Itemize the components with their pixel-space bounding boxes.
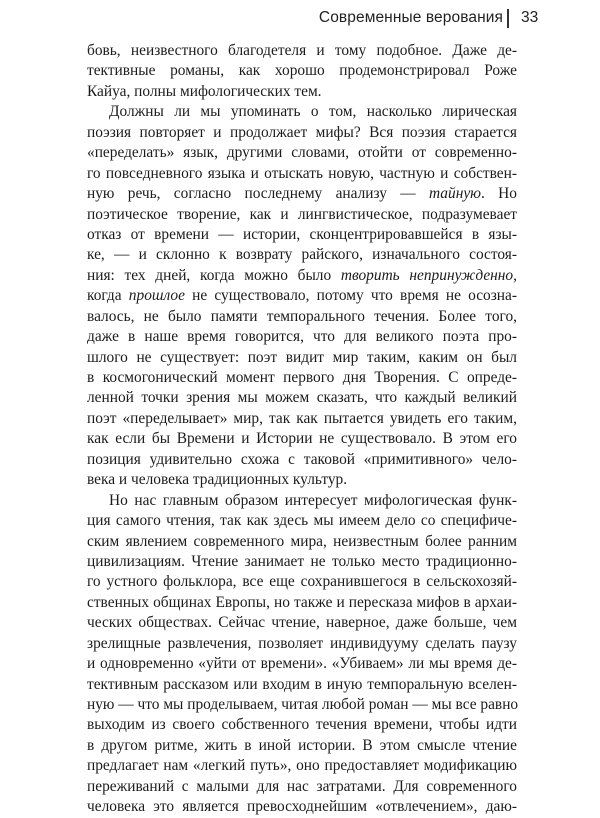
- text-line: когда прошлое не существовало, потому что время не осозна-: [87, 287, 517, 305]
- text-line: поэзия повторяет и продолжает мифы? Вся поэзия старается: [87, 123, 517, 141]
- text-line: ния: тех дней, когда можно было творить непринужденно,: [87, 266, 517, 284]
- header-divider: [507, 9, 509, 28]
- text-line: валось, не было памяти темпорального течения. Более того,: [87, 307, 517, 325]
- running-title: Современные верования: [318, 9, 503, 26]
- text-line: ским явлением современного мира, неизвестным более ранним: [87, 532, 517, 550]
- text-line: Кайуа, полны мифологических тем.: [87, 82, 322, 100]
- text-line: ную — что мы проделываем, читая любой роман — мы все равно: [87, 696, 519, 713]
- text-line: Должны ли мы упоминать о том, насколько лирическая: [109, 103, 517, 121]
- text-line: как если бы Времени и Истории не существовало. В этом его: [87, 430, 517, 448]
- text-line: отказ от времени — истории, сконцентрировавшейся в язы-: [87, 225, 517, 243]
- text-line: тективным рассказом или входим в иную темпоральную вселен-: [87, 675, 517, 693]
- text-line: позиция удивительно схожа с таковой «примитивного» чело-: [87, 450, 517, 468]
- text-line: века и человека традиционных культур.: [87, 471, 348, 489]
- text-line: зрелищные развлечения, позволяет индивидууму сделать паузу: [87, 634, 517, 652]
- page-number: 33: [521, 9, 539, 26]
- text-line: цивилизациям. Чтение занимает не только место традиционно-: [87, 552, 517, 570]
- text-line: даже в наше время говорится, что для великого поэта про-: [87, 328, 517, 346]
- text-line: ческих обществах. Сейчас чтение, наверное, даже больше, чем: [87, 614, 517, 632]
- italic-emphasis: творить непринужденно: [340, 266, 514, 284]
- text-line: в космогонический момент первого дня Творения. С опреде-: [87, 369, 517, 386]
- text-line: го повседневного языка и отыскать новую, частную и собствен-: [87, 164, 517, 182]
- text-line: ция самого чтения, так как здесь мы имеем дело со специфиче-: [87, 512, 517, 530]
- text-line: ственных общинах Европы, но также и пересказа мифов в архаи-: [87, 593, 517, 611]
- text-line: ленной точки зрения мы можем сказать, что каждый великий: [87, 389, 517, 407]
- text-line: Но нас главным образом интересует мифологическая функ-: [109, 491, 517, 509]
- italic-emphasis: прошлое: [128, 287, 185, 305]
- running-header: [0, 8, 600, 34]
- text-line: шлого не существует: поэт видит мир таким, каким он был: [87, 348, 517, 366]
- body-text: [87, 41, 517, 818]
- text-line: предлагает нам «легкий путь», оно предоставляет модификацию: [87, 757, 517, 775]
- text-line: переживаний с малыми для нас затратами. Для современного: [87, 777, 517, 795]
- italic-emphasis: тайную: [429, 185, 482, 203]
- text-line: «переделать» язык, другими словами, отойти от современно-: [87, 144, 517, 162]
- text-line: ную речь, согласно последнему анализу — тайную. Но: [87, 185, 517, 203]
- text-line: в другом ритме, жить в иной истории. В этом смысле чтение: [87, 736, 517, 754]
- text-line: выходим из своего собственного течения времени, чтобы идти: [87, 716, 517, 734]
- text-line: ке, — и склонно к возврату райского, изначального состоя-: [87, 246, 517, 264]
- text-line: и одновременно «уйти от времени». «Убиваем» ли мы время де-: [87, 655, 517, 673]
- text-line: поэтическое творение, как и лингвистическое, подразумевает: [87, 205, 517, 223]
- text-line: го устного фольклора, все еще сохранившегося в сельскохозяй-: [87, 573, 517, 591]
- text-line: бовь, неизвестного благодетеля и тому подобное. Даже де-: [87, 42, 517, 59]
- text-line: поэт «переделывает» мир, так как пытается увидеть его таким,: [87, 409, 517, 427]
- text-line: человека это является превосходнейшим «отвлечением», даю-: [87, 798, 517, 816]
- text-line: тективные романы, как хорошо продемонстрировал Роже: [87, 62, 517, 80]
